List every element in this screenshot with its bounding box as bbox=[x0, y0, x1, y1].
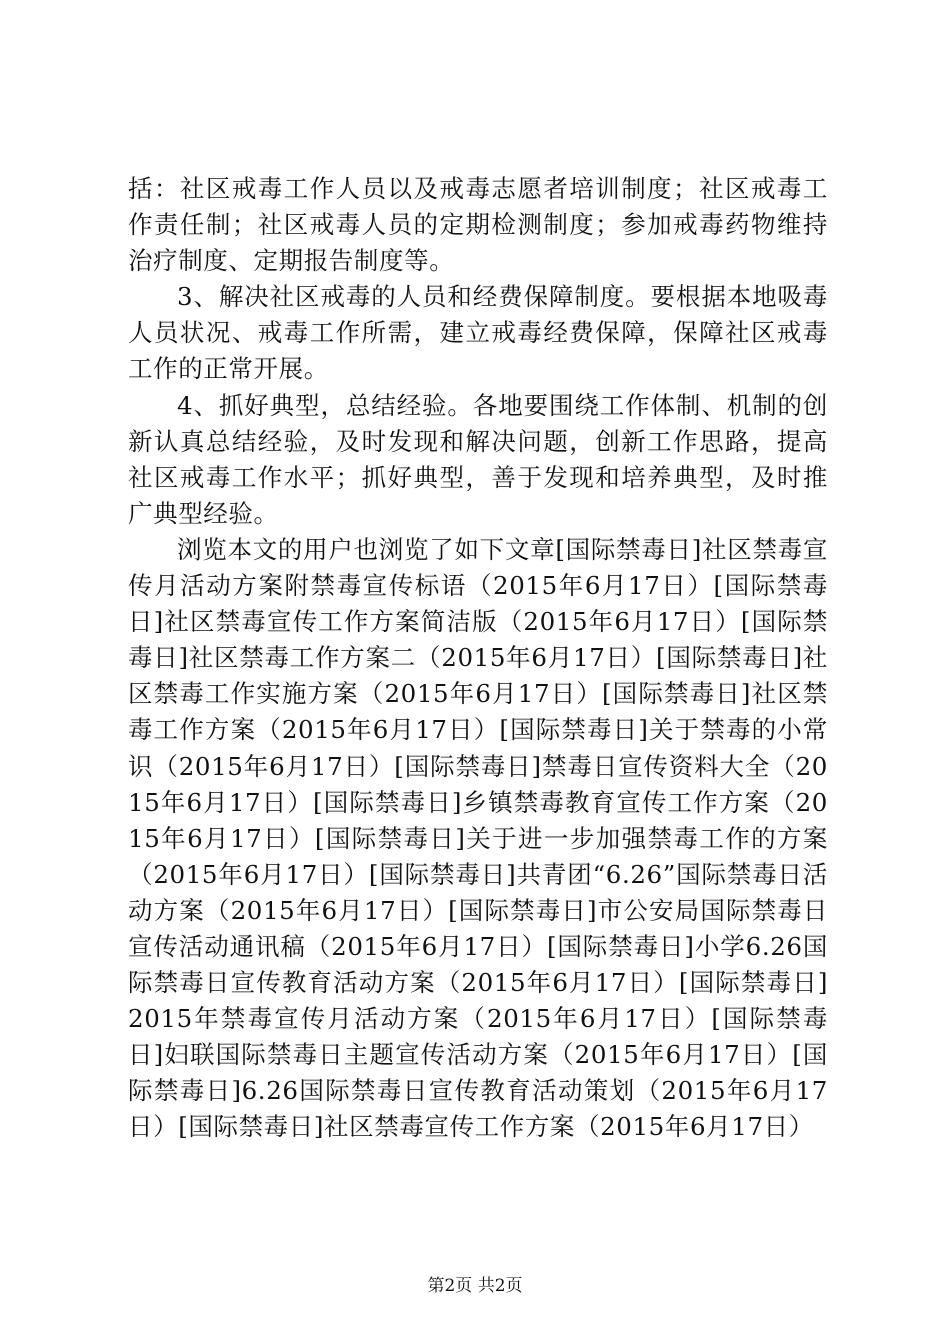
paragraph-item-3: 3、解决社区戒毒的人员和经费保障制度。要根据本地吸毒人员状况、戒毒工作所需，建立戒毒经费保障，保障社区戒毒工作的正常开展。 bbox=[128, 282, 828, 384]
paragraph-continuation: 括：社区戒毒工作人员以及戒毒志愿者培训制度；社区戒毒工作责任制；社区戒毒人员的定期检测制度；参加戒毒药物维持治疗制度、定期报告制度等。 bbox=[128, 174, 828, 276]
page-number-footer: 第2页 共2页 bbox=[427, 1276, 523, 1296]
document-body bbox=[128, 171, 828, 1146]
paragraph-item-4: 4、抓好典型，总结经验。各地要围绕工作体制、机制的创新认真总结经验，及时发现和解决问题，创新工作思路，提高社区戒毒工作水平；抓好典型，善于发现和培养典型，及时推广典型经验。 bbox=[128, 390, 828, 528]
related-articles-paragraph: 浏览本文的用户也浏览了如下文章[国际禁毒日]社区禁毒宣传月活动方案附禁毒宣传标语（2015年6月17日）[国际禁毒日]社区禁毒宣传工作方案简洁版（2015年6月17日）[国际禁毒日]社区禁毒工作方案二（2015年6月17日）[国际禁毒日]社区禁毒工作实施方案（2015年6月17日）[国际禁毒日]社区禁毒工作方案（2015年6月17日）[国际禁毒日]关于禁毒的小常识（2015年6月17日）[国际禁毒日]禁毒日宣传资料大全（2015年6月17日）[国际禁毒日]乡镇禁毒教育宣传工作方案（2015年6月17日）[国际禁毒日]关于进一步加强禁毒工作的方案（2015年6月17日）[国际禁毒日]共青团“6.26”国际禁毒日活动方案（2015年6月17日）[国际禁毒日]市公安局国际禁毒日宣传活动通讯稿（2015年6月17日）[国际禁毒日]小学6.26国际禁毒日宣传教育活动方案（2015年6月17日）[国际禁毒日]2015年禁毒宣传月活动方案（2015年6月17日）[国际禁毒日]妇联国际禁毒日主题宣传活动方案（2015年6月17日）[国际禁毒日]6.26国际禁毒日宣传教育活动策划（2015年6月17日）[国际禁毒日]社区禁毒宣传工作方案（2015年6月17日） bbox=[128, 534, 828, 1142]
